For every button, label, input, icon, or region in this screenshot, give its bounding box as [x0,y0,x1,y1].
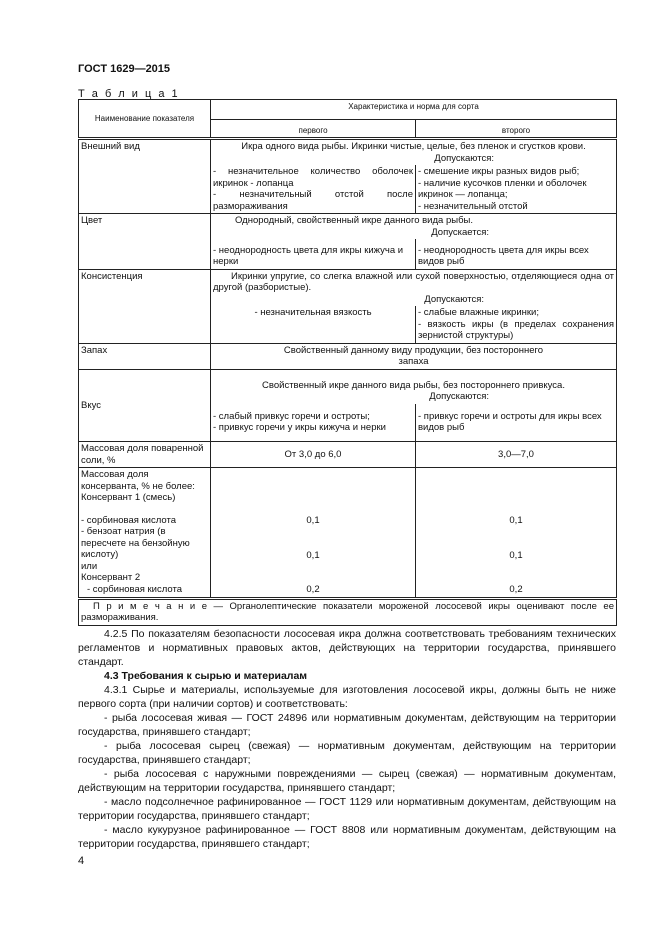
list-item: - рыба лососевая с наружными повреждениями — сырец (свежая) — нормативным документам, действующим на территории государства, принявшего стандарт; [78,768,616,794]
row-color-name: Цвет [79,214,211,270]
row-consistency-name: Консистенция [79,269,211,343]
row-appearance-second: - смешение икры разных видов рыб; - наличие кусочков пленки и оболочек икринок — лопанца; - незначительный отстой [416,165,617,214]
section-4-3-body [78,683,616,851]
row-preservative-second: 0,1 0,1 0,2 [416,468,617,599]
requirements-table [78,99,617,626]
list-item: - масло подсолнечное рафинированное — ГОСТ 1129 или нормативным документам, действующим на территории государства, принявшего стандарт; [78,796,616,822]
row-smell-name: Запах [79,343,211,369]
document-header: ГОСТ 1629—2015 [78,63,171,75]
header-characteristic: Характеристика и норма для сорта [211,100,617,120]
row-taste-first: - слабый привкус горечи и остроты; - привкус горечи у икры кижуча и нерки [211,404,416,442]
row-consistency-common: Икринки упругие, со слегка влажной или сухой поверхностью, отделяющиеся одна от другой (разбористые). Допускаются: [211,269,617,306]
row-consistency-second: - слабые влажные икринки; - вязкость икры (в пределах сохранения зернистой структуры) [416,306,617,343]
row-appearance-first: - незначительное количество оболочек икринок - лопанца - незначительный отстой после размораживания [211,165,416,214]
row-taste-second: - привкус горечи и остроты для икры всех видов рыб [416,404,617,442]
header-second-grade: второго [416,120,617,139]
row-color-second: - неоднородность цвета для икры всех видов рыб [416,239,617,269]
row-smell-common: Свойственный данному виду продукции, без постороннего запаха [211,343,617,369]
row-preservative-first: 0,1 0,1 0,2 [211,468,416,599]
row-appearance-common: Икра одного вида рыбы. Икринки чистые, целые, без пленок и сгустков крови. Допускаются: [211,139,617,166]
paragraph-4-2-5: 4.2.5 По показателям безопасности лососевая икра должна соответствовать требованиям технических регламентов и нормативных правовых актов, действующих на территории государства, принявшего стандарт. [78,628,616,668]
page-number: 4 [78,855,85,867]
header-first-grade: первого [211,120,416,139]
table-caption: Т а б л и ц а 1 [78,88,180,100]
row-consistency-first: - незначительная вязкость [211,306,416,343]
table-note: П р и м е ч а н и е — Органолептические показатели мороженой лососевой икры оценивают после ее размораживания. [79,598,617,625]
section-heading-4-3: 4.3 Требования к сырью и материалам [104,670,308,682]
row-preservative-name: Массовая доля консерванта, % не более: Консервант 1 (смесь) - сорбиновая кислота - бензоат натрия (в пересчете на бензойную кислоту) или Консервант 2 - сорбиновая кислота [79,468,211,599]
row-salt-second: 3,0—7,0 [416,442,617,468]
row-appearance-name: Внешний вид [79,139,211,214]
paragraph-4-3-1: 4.3.1 Сырье и материалы, используемые для изготовления лососевой икры, должны быть не ниже первого сорта (при наличии сортов) и соответствовать: [78,684,616,710]
row-salt-first: От 3,0 до 6,0 [211,442,416,468]
list-item: - рыба лососевая сырец (свежая) — нормативным документам, действующим на территории государства, принявшего стандарт; [78,740,616,766]
list-item: - масло кукурузное рафинированное — ГОСТ 8808 или нормативным документам, действующим на территории государства, принявшего стандарт; [78,824,616,850]
header-name: Наименование показателя [79,100,211,139]
row-salt-name: Массовая доля поваренной соли, % [79,442,211,468]
list-item: - рыба лососевая живая — ГОСТ 24896 или нормативным документам, действующим на территории государства, принявшего стандарт; [78,712,616,738]
row-taste-common: Свойственный икре данного вида рыбы, без постороннего привкуса. Допускаются: [211,369,617,404]
row-color-first: - неоднородность цвета для икры кижуча и нерки [211,239,416,269]
row-color-common: Однородный, свойственный икре данного вида рыбы. Допускается: [211,214,617,240]
row-taste-name: Вкус [79,369,211,442]
